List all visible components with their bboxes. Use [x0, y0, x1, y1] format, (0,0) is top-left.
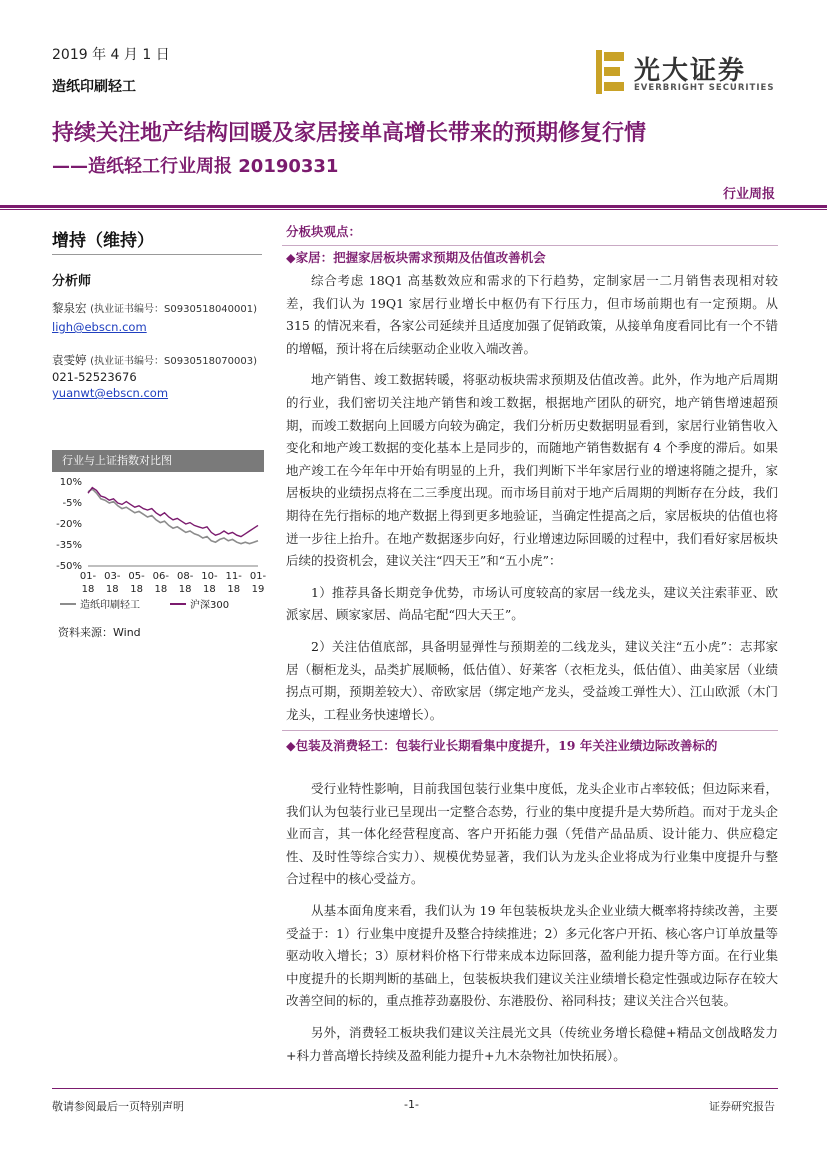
report-title: 持续关注地产结构回暖及家居接单高增长带来的预期修复行情 [52, 121, 647, 146]
paragraph: 2）关注估值底部，具备明显弹性与预期差的二线龙头，建议关注“五小虎”：志邦家居（橱柜龙头，品类扩展顺畅，低估值）、好莱客（衣柜龙头，低估值）、曲美家居（业绩拐点可期，预期差较大）、帝欧家居（绑定地产龙头，受益竣工弹性大）、江山欧派（木门龙头，工程业务快速增长）。 [286, 638, 778, 722]
x-tick-label: 18 [203, 584, 216, 595]
section-divider [282, 245, 778, 246]
x-tick-label: 06- [152, 571, 170, 582]
paragraph: 地产销售、竣工数据转暖，将驱动板块需求预期及估值改善。此外，作为地产后周期的行业，我们密切关注地产销售和竣工数据，根据地产团队的研究，地产销售增速超预期，而竣工数据向上回暖方向较为确定，我们分析历史数据明显看到，家居行业销售收入变化和地产竣工数据的变化基本上是同步的，而随地产销售数据有 4 个季度的滞后。如果地产竣工在今年年中开始有明显的上升，我们判断下半年家居行业的增速将随之提升，家居板块的业绩拐点将在二三季度出现。而市场目前对于地产后周期的判断存在分歧，我们期待在先行指标的地产数据上得到更多地验证，当确定性提高之后，家居板块的估值也将迸一步往上抬升。在地产数据逐步向好，行业增速边际回暖的过程中，我们看好家居板块后续的投资机会，建议关注“四天王”和“五小虎”： [286, 372, 778, 569]
x-tick-label: 18 [227, 584, 241, 595]
x-tick-label: 18 [130, 584, 143, 595]
x-tick-label: 10- [201, 571, 218, 582]
comparison-chart [52, 450, 267, 635]
x-tick-label: 03- [104, 571, 121, 582]
section-heading-packaging: ◆包装及消费轻工：包装行业长期看集中度提升，19 年关注业绩边际改善标的 [286, 738, 718, 753]
analyst-email-link[interactable]: yuanwt@ebscn.com [52, 386, 169, 400]
x-tick-label: 05- [128, 571, 145, 582]
report-subtitle: ——造纸轻工行业周报 20190331 [52, 156, 339, 177]
logo-text-cn: 光大证券 [634, 56, 747, 86]
x-tick-label: 08- [176, 571, 194, 582]
view-heading: 分板块观点： [286, 224, 362, 239]
y-tick-label: 10% [59, 477, 82, 488]
series-line-index [88, 488, 258, 537]
header-divider [0, 205, 827, 208]
y-tick-label: -50% [56, 561, 82, 572]
paragraph: 另外，消费轻工板块我们建议关注晨光文具（传统业务增长稳健+精品文创战略发力+科力普高增长持续及盈利能力提升+九木杂物社加快拓展）。 [286, 1024, 778, 1063]
x-tick-label: 01- [249, 571, 267, 582]
section-body-home [286, 270, 778, 726]
everbright-logo-icon [596, 50, 626, 94]
analyst-email-link[interactable]: ligh@ebscn.com [52, 320, 147, 334]
analyst-1 [52, 300, 257, 316]
x-tick-label: 01- [79, 571, 97, 582]
sidebar-divider [52, 254, 262, 255]
paragraph: 从基本面角度来看，我们认为 19 年包装板块龙头企业业绩大概率将持续改善，主要受益于：1）行业集中度提升及整合持续推进；2）多元化客户开拓、核心客户订单放量等驱动收入增长；3）原材料价格下行带来成本边际回落，盈利能力提升等方面。在行业集中度提升的长期判断的基础上，包装板块我们建议关注业绩增长稳定性强或边际存在较大改善空间的标的，重点推荐劲嘉股份、东港股份、裕同科技；建议关注合兴包装。 [286, 902, 778, 1009]
header-divider-thin [0, 209, 827, 210]
analyst-cert: (执业证书编号：S0930518070003) [90, 356, 258, 367]
x-tick-label: 18 [81, 584, 95, 595]
footer-divider [52, 1088, 778, 1089]
chart-svg [52, 476, 267, 624]
paragraph: 综合考虑 18Q1 高基数效应和需求的下行趋势，定制家居一二月销售表现相对较差，我们认为 19Q1 家居行业增长中枢仍有下行压力，但市场前期也有一定预期。从 315 的情况来看，各家公司延续并且适度加强了促销政策，从接单角度看同比有一个不错的增幅，预计将在后续驱动企业收入端改善。 [286, 273, 778, 356]
page-number: -1- [404, 1098, 419, 1111]
analyst-heading: 分析师 [52, 274, 92, 289]
section-divider [282, 730, 778, 731]
analyst-phone: 021-52523676 [52, 370, 137, 384]
analyst-name: 袁雯婷 [52, 353, 87, 367]
x-tick-label: 18 [105, 584, 119, 595]
chart-source: 资料来源：Wind [58, 626, 141, 639]
footer-report-label: 证券研究报告 [709, 1100, 775, 1113]
section-body-packaging [286, 778, 778, 1067]
paragraph: 1）推荐具备长期竞争优势，市场认可度较高的家居一线龙头，建议关注索菲亚、欧派家居、顾家家居、尚品宅配“四大天王”。 [286, 584, 778, 623]
y-tick-label: -5% [62, 498, 82, 509]
x-tick-label: 19 [251, 584, 265, 595]
logo-text-en: EVERBRIGHT SECURITIES [634, 83, 775, 93]
x-tick-label: 18 [178, 584, 192, 595]
x-tick-label: 18 [154, 584, 168, 595]
sector-label: 造纸印刷轻工 [52, 79, 136, 95]
rating-label: 增持（维持） [52, 231, 154, 251]
analyst-name: 黎泉宏 [52, 301, 87, 315]
section-heading-home: ◆家居：把握家居板块需求预期及估值改善机会 [286, 250, 546, 265]
footer-disclaimer: 敬请参阅最后一页特别声明 [52, 1100, 184, 1113]
x-tick-label: 11- [225, 571, 242, 582]
report-date: 2019 年 4 月 1 日 [52, 47, 170, 63]
legend-label: 造纸印刷轻工 [80, 600, 140, 611]
brand-logo [596, 50, 776, 96]
analyst-2 [52, 352, 257, 368]
y-tick-label: -35% [56, 540, 82, 551]
y-tick-label: -20% [56, 519, 82, 530]
series-line-industry [88, 489, 258, 544]
legend-label: 沪深300 [190, 600, 230, 611]
paragraph: 受行业特性影响，目前我国包装行业集中度低，龙头企业市占率较低；但边际来看，我们认为包装行业已呈现出一定整合态势，行业的集中度提升是大势所趋。而对于龙头企业而言，其一体化经营程度高、客户开拓能力强（凭借产品品质、设计能力、供应稳定性、及时性等综合实力）、规模优势显著，我们认为龙头企业将成为行业集中度提升与整合过程中的核心受益方。 [286, 781, 778, 887]
chart-title: 行业与上证指数对比图 [52, 450, 264, 472]
analyst-cert: (执业证书编号：S0930518040001) [90, 304, 258, 315]
report-type-label: 行业周报 [722, 187, 775, 202]
